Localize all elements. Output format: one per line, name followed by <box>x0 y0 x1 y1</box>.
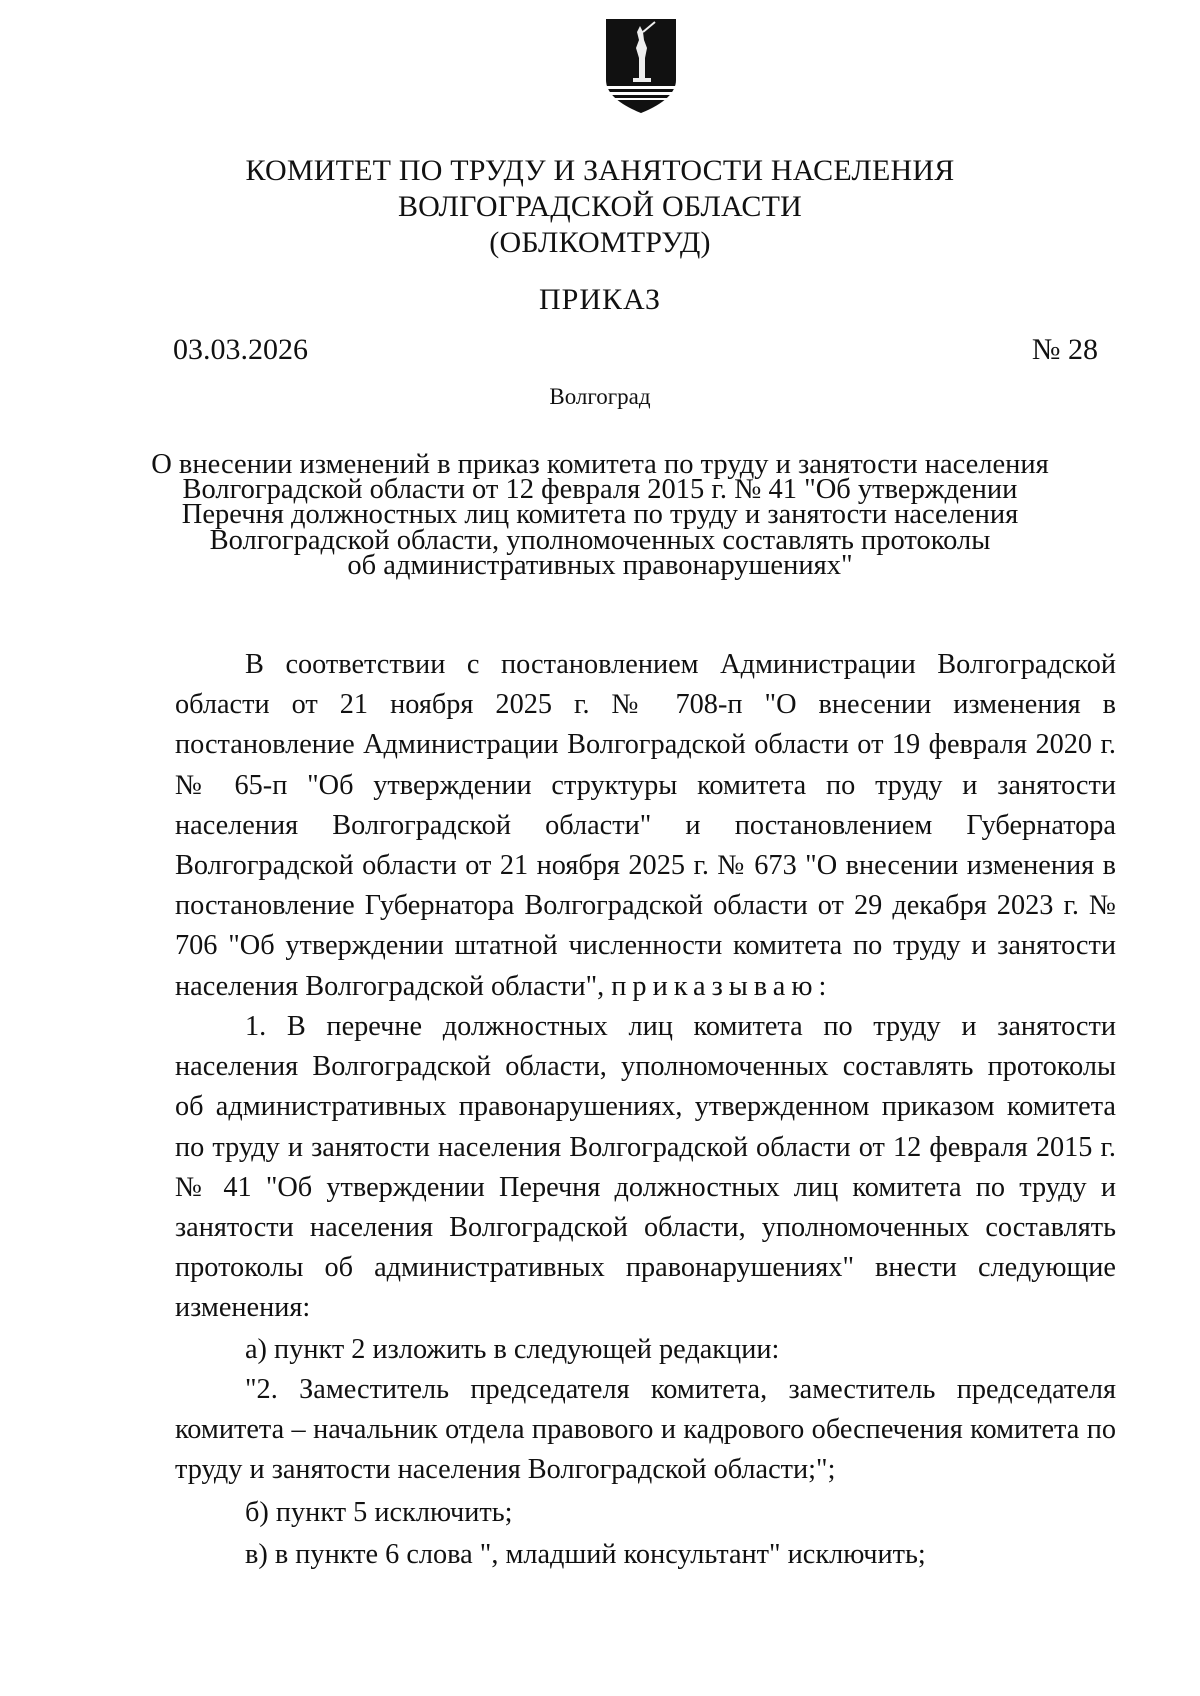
organization-abbreviation: (ОБЛКОМТРУД) <box>489 226 711 259</box>
document-type: ПРИКАЗ <box>539 283 661 316</box>
order-word: приказываю: <box>611 970 833 1002</box>
document-date: 03.03.2026 <box>173 333 308 366</box>
document-city: Волгоград <box>549 384 651 409</box>
subject-line: Волгоградской области, уполномоченных составлять протоколы <box>209 524 991 556</box>
subitem-a: а) пункт 2 изложить в следующей редакции: <box>245 1334 780 1365</box>
subject-line: об административных правонарушениях" <box>347 549 853 581</box>
subject-line: О внесении изменений в приказ комитета по труду и занятости населения <box>151 449 1049 480</box>
preamble-text: В соответствии с постановлением Администрации Волгоградской области от 21 ноября 2025 г. № 708-п "О внесении изменения в постановление Администрации Волгоградской области от 19 февраля 2020 г. № 65-п "Об утверждении структуры комитета по труду и занятости населения Волгоградской области" и постановлением Губернатора Волгоградской области от 21 ноября 2025 г. № 673 "О внесении изменения в постановление Губернатора Волгоградской области от 29 декабря 2023 г. № 706 "Об утверждении штатной численности комитета по труду и занятости населения Волгоградской области", <box>175 649 1116 1002</box>
document-number: № 28 <box>1031 333 1098 366</box>
quoted-item-2: "2. Заместитель председателя комитета, заместитель председателя комитета – начальник отдела правового и кадрового обеспечения комитета по труду и занятости населения Волгоградской области;"; <box>175 1374 1116 1486</box>
subject-line: Волгоградской области от 12 февраля 2015 г. № 41 "Об утверждении <box>182 474 1018 506</box>
organization-name-line2: ВОЛГОГРАДСКОЙ ОБЛАСТИ <box>397 190 803 223</box>
organization-name-line1: КОМИТЕТ ПО ТРУДУ И ЗАНЯТОСТИ НАСЕЛЕНИЯ <box>245 154 955 187</box>
document-subject <box>0 449 1200 581</box>
subject-line: Перечня должностных лиц комитета по труду и занятости населения <box>181 499 1019 531</box>
volgograd-coat-of-arms-icon <box>603 18 679 116</box>
preamble-paragraph <box>175 645 1116 1007</box>
subitem-c: в) в пункте 6 слова ", младший консультант" исключить; <box>245 1539 926 1570</box>
item-1-paragraph: 1. В перечне должностных лиц комитета по труду и занятости населения Волгоградской области, уполномоченных составлять протоколы об административных правонарушениях, утвержденном приказом комитета по труду и занятости населения Волгоградской области от 12 февраля 2015 г. № 41 "Об утверждении Перечня должностных лиц комитета по труду и занятости населения Волгоградской области, уполномоченных составлять протоколы об административных правонарушениях" внести следующие изменения: <box>175 1011 1116 1324</box>
subitem-b: б) пункт 5 исключить; <box>245 1497 513 1528</box>
